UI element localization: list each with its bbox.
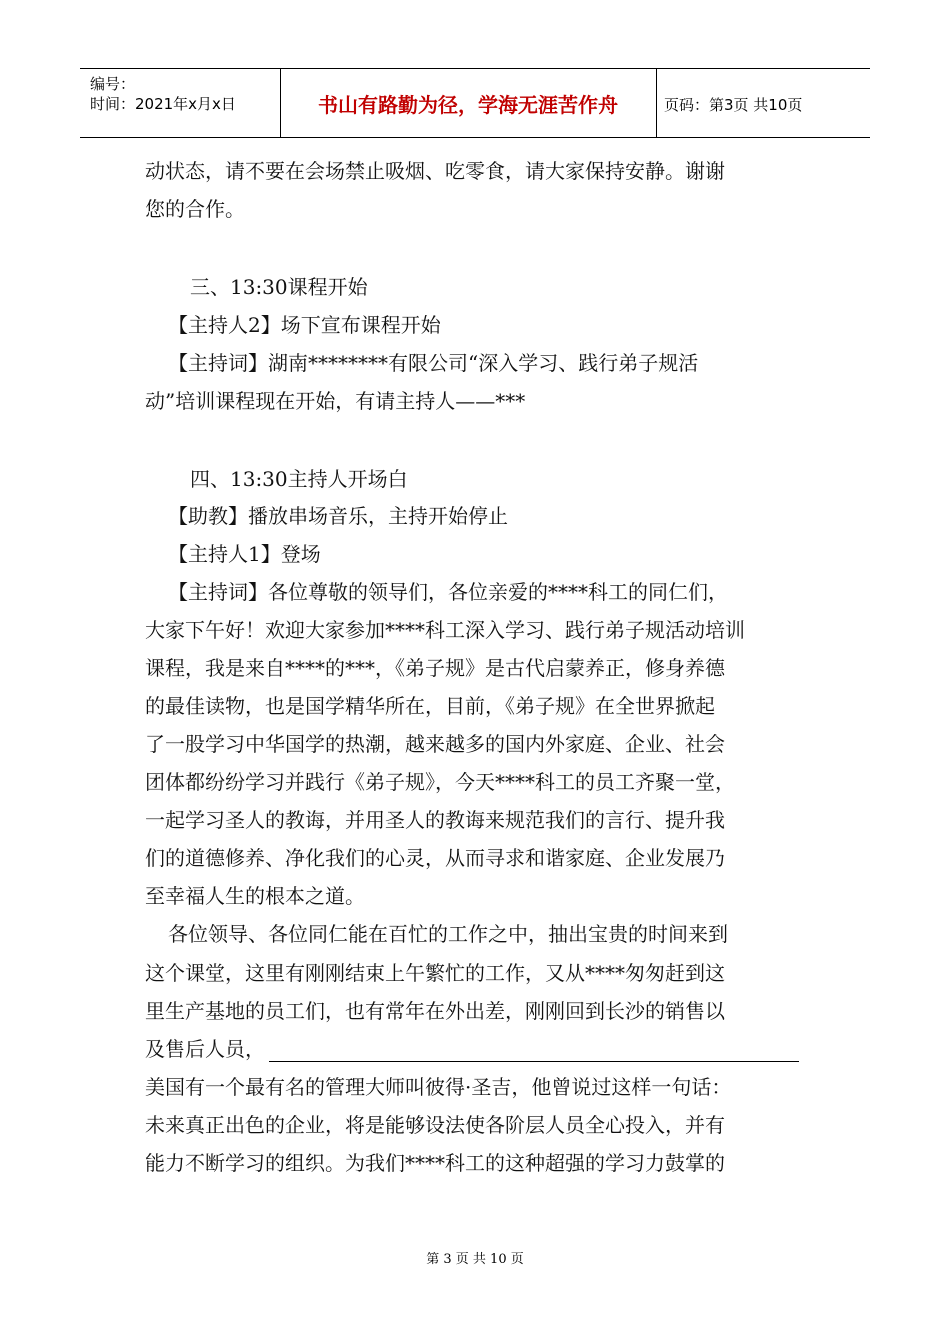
page-footer: 第 3 页 共 10 页 [426,1252,524,1267]
body-line: 了一股学习中华国学的热潮，越来越多的国内外家庭、企业、社会 [145,732,725,756]
number-label: 编号： [90,75,136,93]
body-line: 的最佳读物，也是国学精华所在，目前，《弟子规》在全世界掀起 [145,694,715,718]
section-heading: 三、13:30课程开始 [190,275,368,299]
body-line: 美国有一个最有名的管理大师叫彼得·圣吉，他曾说过这样一句话： [145,1075,732,1099]
section-heading: 四、13:30主持人开场白 [190,467,408,491]
body-line: 【主持词】各位尊敬的领导们，各位亲爱的****科工的同仁们， [168,580,728,604]
body-line: 动”培训课程现在开始，有请主持人——*** [145,389,526,413]
body-line: 【主持人1】登场 [168,542,321,566]
body-line: 及售后人员， [145,1037,265,1061]
body-line: 课程，我是来自****的***，《弟子规》是古代启蒙养正，修身养德 [145,656,725,680]
body-line: 一起学习圣人的教诲，并用圣人的教诲来规范我们的言行、提升我 [145,808,725,832]
body-line: 【助教】播放串场音乐，主持开始停止 [168,504,508,528]
body-line-with-blank [145,1036,799,1062]
header-motto: 书山有路勤为径，学海无涯苦作舟 [318,93,618,117]
body-line: 未来真正出色的企业，将是能够设法使各阶层人员全心投入，并有 [145,1113,725,1137]
body-line: 里生产基地的员工们，也有常年在外出差，刚刚回到长沙的销售以 [145,999,725,1023]
header-divider [656,69,657,137]
header-meta [80,69,280,137]
body-line: 【主持词】湖南********有限公司“深入学习、践行弟子规活 [168,351,699,375]
body-line: 团体都纷纷学习并践行《弟子规》，今天****科工的员工齐聚一堂， [145,770,735,794]
body-line: 动状态，请不要在会场禁止吸烟、吃零食，请大家保持安静。谢谢 [145,159,725,183]
header-page-info: 页码：第3页 共10页 [664,96,803,114]
body-line: 这个课堂，这里有刚刚结束上午繁忙的工作，又从****匆匆赶到这 [145,961,725,985]
body-line: 们的道德修养、净化我们的心灵，从而寻求和谐家庭、企业发展乃 [145,846,725,870]
date-label: 时间：2021年x月x日 [90,95,236,113]
body-line: 能力不断学习的组织。为我们****科工的这种超强的学习力鼓掌的 [145,1151,725,1175]
body-line: 您的合作。 [145,197,245,221]
body-line: 至幸福人生的根本之道。 [145,884,365,908]
fill-in-blank [269,1039,799,1062]
body-line: 【主持人2】场下宣布课程开始 [168,313,441,337]
body-line: 各位领导、各位同仁能在百忙的工作之中，抽出宝贵的时间来到 [168,922,728,946]
page-header [80,68,870,138]
body-line: 大家下午好！欢迎大家参加****科工深入学习、践行弟子规活动培训 [145,618,745,642]
